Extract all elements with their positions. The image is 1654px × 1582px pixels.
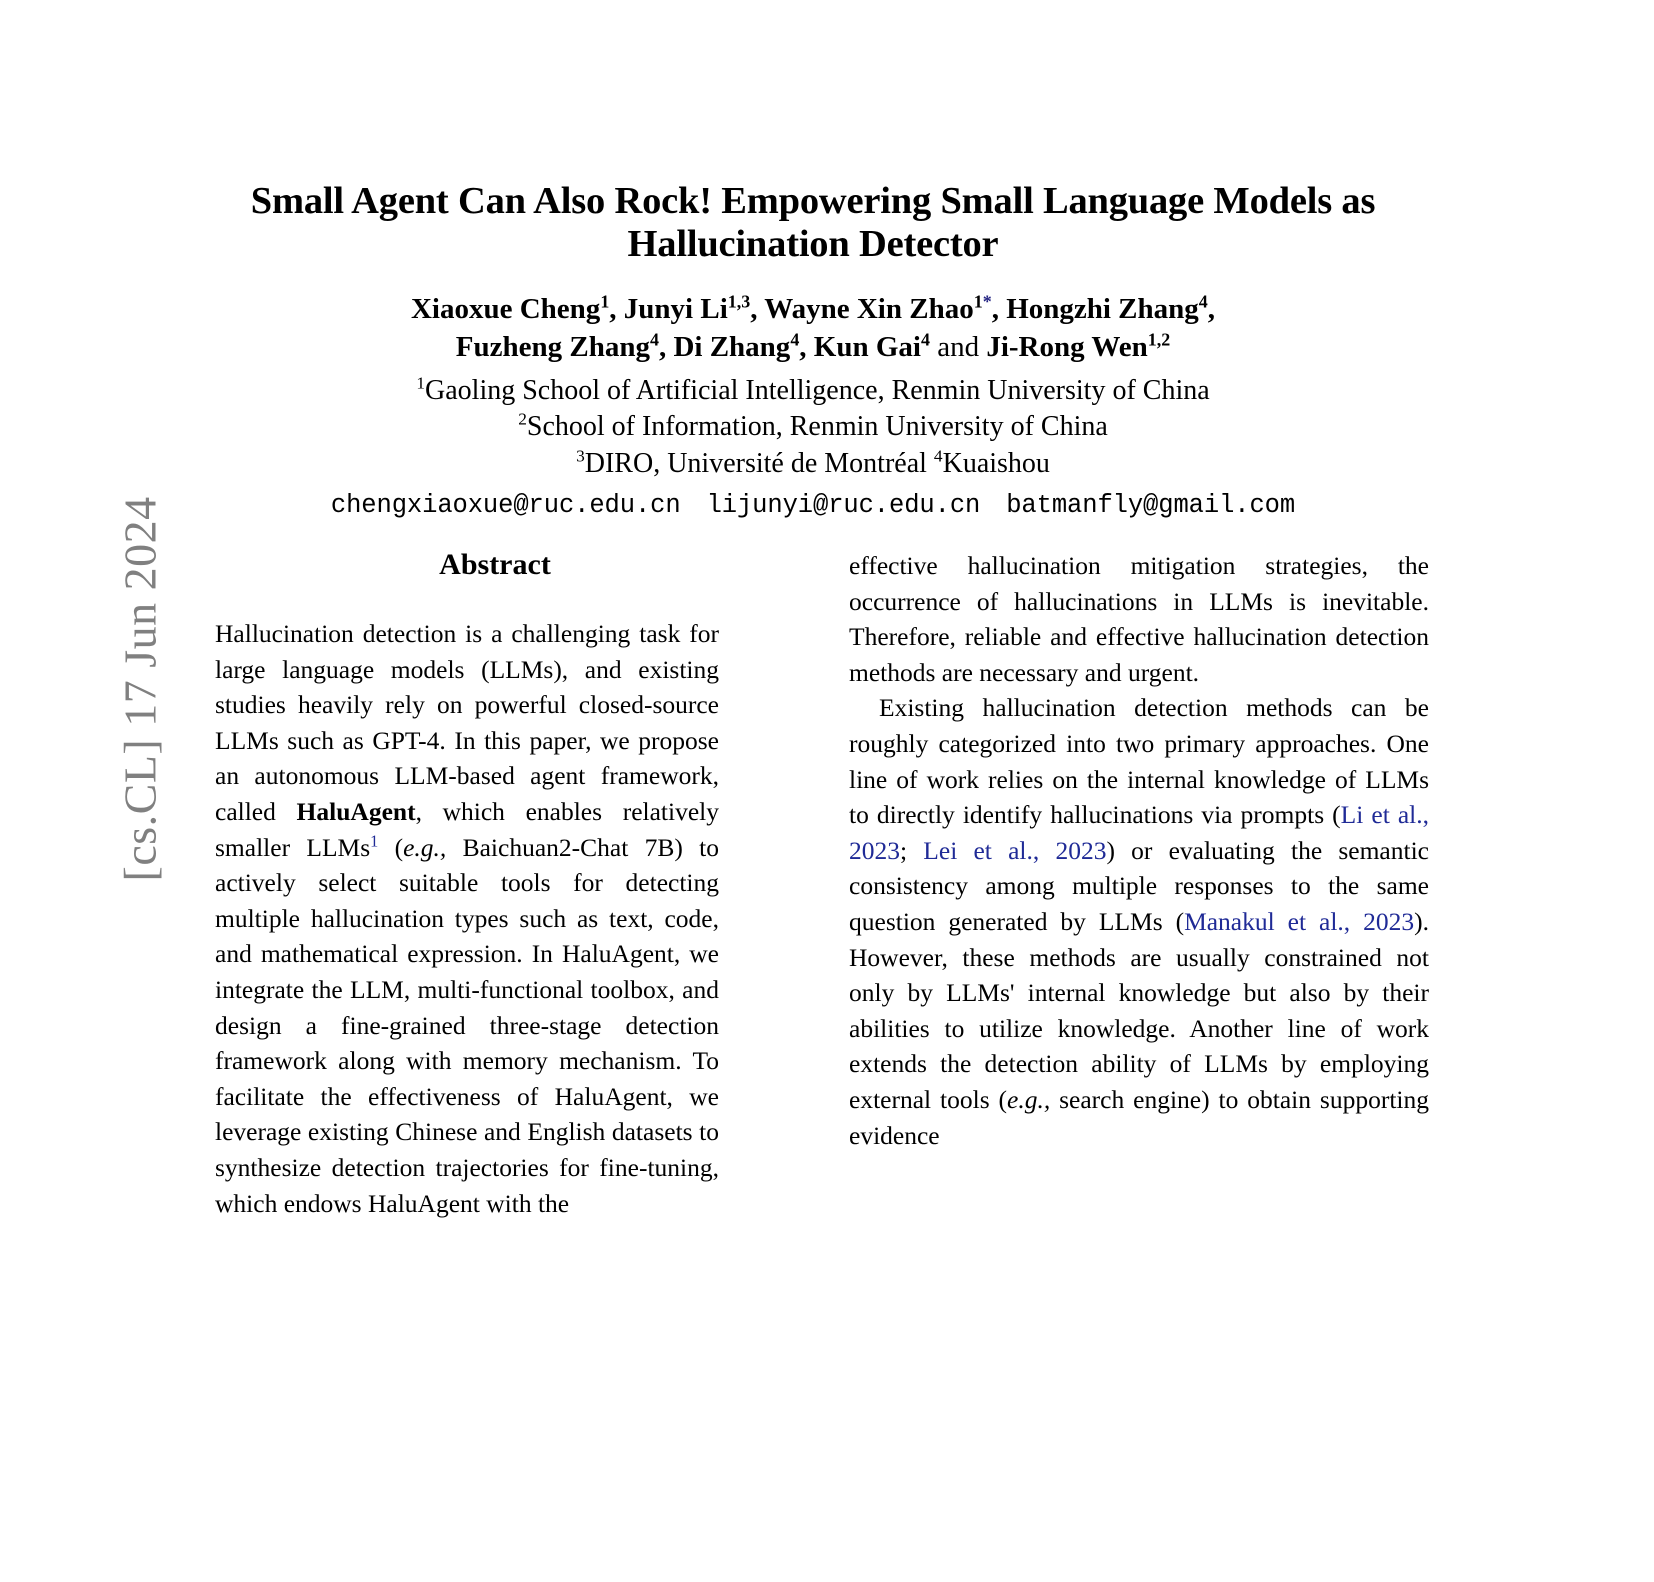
author-sup-5: 4 — [649, 329, 659, 350]
intro-seg-2: ; — [900, 835, 924, 865]
intro-paragraph-2 — [849, 690, 1429, 1153]
email-address-2[interactable]: lijunyi@ruc.edu.cn — [706, 490, 981, 520]
author-sup-7: 4 — [920, 329, 930, 350]
authors-block — [213, 290, 1413, 367]
title-block — [213, 0, 1413, 266]
author-line-1 — [213, 290, 1413, 328]
abstract-bold-haluagent: HaluAgent — [296, 796, 416, 826]
intro-seg-3: ) or evaluating the semantic consistency among multiple responses to the same question generated by LLMs ( — [849, 835, 1429, 936]
footnote-marker-1[interactable]: 1 — [370, 831, 379, 851]
author-hongzhi-zhang: , Hongzhi Zhang — [991, 293, 1199, 326]
abstract-seg-2: , which enables relatively smaller LLMs — [215, 796, 719, 862]
author-junyi-li: , Junyi Li — [609, 293, 728, 326]
paper-page — [213, 0, 1430, 1241]
affiliation-2-text: School of Information, Renmin University of China — [526, 411, 1108, 443]
author-wayne-xin-zhao: , Wayne Xin Zhao — [750, 293, 974, 326]
author-sup-6: 4 — [790, 329, 800, 350]
affiliation-3-marker: 3 — [576, 446, 585, 466]
affiliation-1-marker: 1 — [416, 373, 426, 393]
corresponding-author-marker: * — [982, 291, 992, 312]
author-fuzheng-zhang: Fuzheng Zhang — [455, 331, 650, 364]
abstract-heading: Abstract — [439, 548, 551, 581]
abstract-seg-1: Hallucination detection is a challenging task for large language models (LLMs), and existing studies heavily rely on powerful closed-source LLMs such as GPT-4. In this paper, we propose an autonomous LLM-based agent framework, called — [215, 619, 719, 826]
intro-seg-5: search engine) to obtain supporting evidence — [849, 1084, 1429, 1150]
intro-paragraph-1: effective hallucination mitigation strategies, the occurrence of hallucinations in LLMs is inevitable. Therefore, reliable and effective hallucination detection methods are necessary and urgent. — [849, 551, 1429, 687]
affiliation-2 — [213, 409, 1413, 445]
intro-seg-4: ). However, these methods are usually constrained not only by LLMs' internal knowledge but also by their abilities to utilize knowledge. Another line of work extends the detection ability of LLMs by employing external tools ( — [849, 906, 1429, 1114]
intro-italic-eg: e.g., — [1007, 1084, 1051, 1114]
author-xiaoxue-cheng: Xiaoxue Cheng — [410, 293, 601, 326]
author-sup-8: 1,2 — [1147, 329, 1171, 350]
affiliation-4-text: Kuaishou — [942, 447, 1050, 479]
affiliation-3-text: DIRO, Université de Montréal — [584, 447, 934, 479]
author-sup-4: 4 — [1198, 291, 1208, 312]
author-line-2 — [213, 328, 1413, 366]
author-conjunction: and — [929, 331, 987, 364]
author-sup-3: 1 — [973, 291, 983, 312]
affiliation-4-marker: 4 — [933, 446, 943, 466]
affiliation-1-text: Gaoling School of Artificial Intelligence, Renmin University of China — [425, 374, 1210, 406]
left-column — [213, 548, 777, 1221]
author-kun-gai: , Kun Gai — [799, 331, 921, 364]
affiliation-1 — [213, 373, 1413, 409]
email-address-1[interactable]: chengxiaoxue@ruc.edu.cn — [330, 490, 681, 520]
arxiv-stamp-text: [cs.CL] 17 Jun 2024 — [114, 496, 166, 882]
affiliation-2-marker: 2 — [518, 409, 527, 429]
author-di-zhang: , Di Zhang — [658, 331, 791, 364]
citation-lei-2023[interactable]: Lei et al., 2023 — [923, 835, 1107, 865]
arxiv-margin-stamp — [0, 0, 200, 1241]
author-sup-2: 1,3 — [727, 291, 751, 312]
emails-block — [213, 491, 1413, 520]
abstract-seg-4: Baichuan2-Chat 7B) to actively select suitable tools for detecting multiple hallucination types such as text, code, and mathematical expression. In HaluAgent, we integrate the LLM, multi-functional toolbox, and design a fine-grained three-stage detection framework along with memory mechanism. To facilitate the effectiveness of HaluAgent, we leverage existing Chinese and English datasets to synthesize detection trajectories for fine-tuning, which endows HaluAgent with the — [215, 832, 720, 1218]
abstract-text — [215, 616, 719, 1221]
abstract-italic-eg: e.g., — [403, 832, 447, 862]
citation-manakul-2023[interactable]: Manakul et al., 2023 — [1184, 906, 1415, 936]
affiliations-block — [213, 373, 1413, 482]
author-line1-comma: , — [1207, 293, 1216, 326]
two-column-body — [213, 548, 1430, 1221]
affiliation-3 — [213, 446, 1413, 482]
citation-li-2023[interactable]: Li et al., 2023 — [849, 800, 1430, 865]
intro-seg-1: Existing hallucination detection methods can be roughly categorized into two primary approaches. One line of work relies on the internal knowledge of LLMs to directly identify hallucinations via prompts ( — [849, 693, 1429, 830]
right-column — [849, 548, 1430, 1221]
page-title: Small Agent Can Also Rock! Empowering Small Language Models as Hallucination Detector — [250, 180, 1376, 266]
email-address-3[interactable]: batmanfly@gmail.com — [1006, 490, 1296, 520]
author-sup-1: 1 — [600, 291, 610, 312]
abstract-seg-3: ( — [378, 832, 404, 862]
author-ji-rong-wen: Ji-Rong Wen — [986, 331, 1148, 364]
